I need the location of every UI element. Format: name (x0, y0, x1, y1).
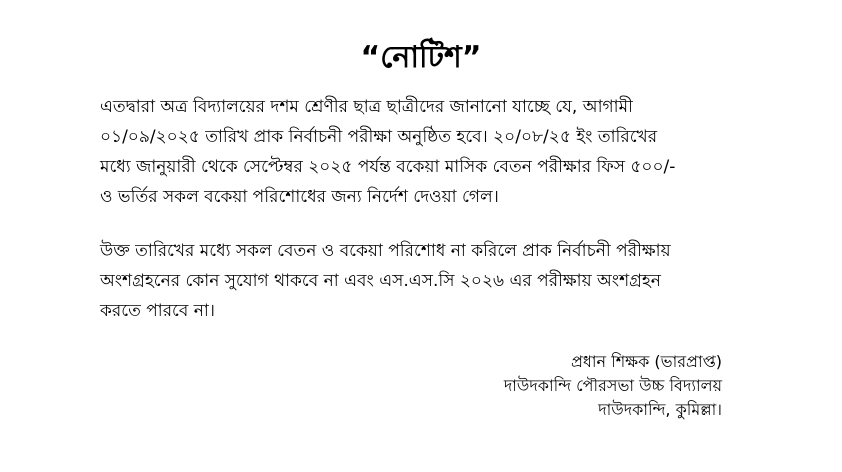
paragraph-2-line: করতে পারবে না। (100, 301, 215, 321)
notice-paragraph-2 (100, 236, 750, 326)
paragraph-1-line: ০১/০৯/২০২৫ তারিখ প্রাক নির্বাচনী পরীক্ষা অনুষ্ঠিত হবে। ২০/০৮/২৫ ইং তারিখের (100, 127, 658, 147)
school-name: দাউদকান্দি পৌরসভা উচ্চ বিদ্যালয় (503, 376, 722, 395)
paragraph-1-line: এতদ্বারা অত্র বিদ্যালয়ের দশম শ্রেণীর ছাত্র ছাত্রীদের জানানো যাচ্ছে যে, আগামী (100, 97, 633, 117)
paragraph-2-line: উক্ত তারিখের মধ্যে সকল বেতন ও বকেয়া পরিশোধ না করিলে প্রাক নির্বাচনী পরীক্ষায় (100, 241, 671, 261)
notice-paragraph-1 (100, 92, 750, 212)
paragraph-1-line: ও ভর্তির সকল বকেয়া পরিশোধের জন্য নির্দেশ দেওয়া গেল। (100, 187, 499, 207)
paragraph-2-line: অংশগ্রহনের কোন সুযোগ থাকবে না এবং এস.এস.সি ২০২৬ এর পরীক্ষায় অংশগ্রহন (100, 271, 661, 291)
signature-block (504, 350, 722, 422)
school-address: দাউদকান্দি, কুমিল্লা। (598, 400, 722, 419)
paragraph-1-line: মধ্যে জানুয়ারী থেকে সেপ্টেম্বর ২০২৫ পর্যন্ত বকেয়া মাসিক বেতন পরীক্ষার ফিস ৫০০/- (100, 157, 676, 177)
signatory-title: প্রধান শিক্ষক (ভারপ্রাপ্ত) (570, 352, 722, 371)
notice-title: “নোটিশ” (360, 40, 482, 75)
